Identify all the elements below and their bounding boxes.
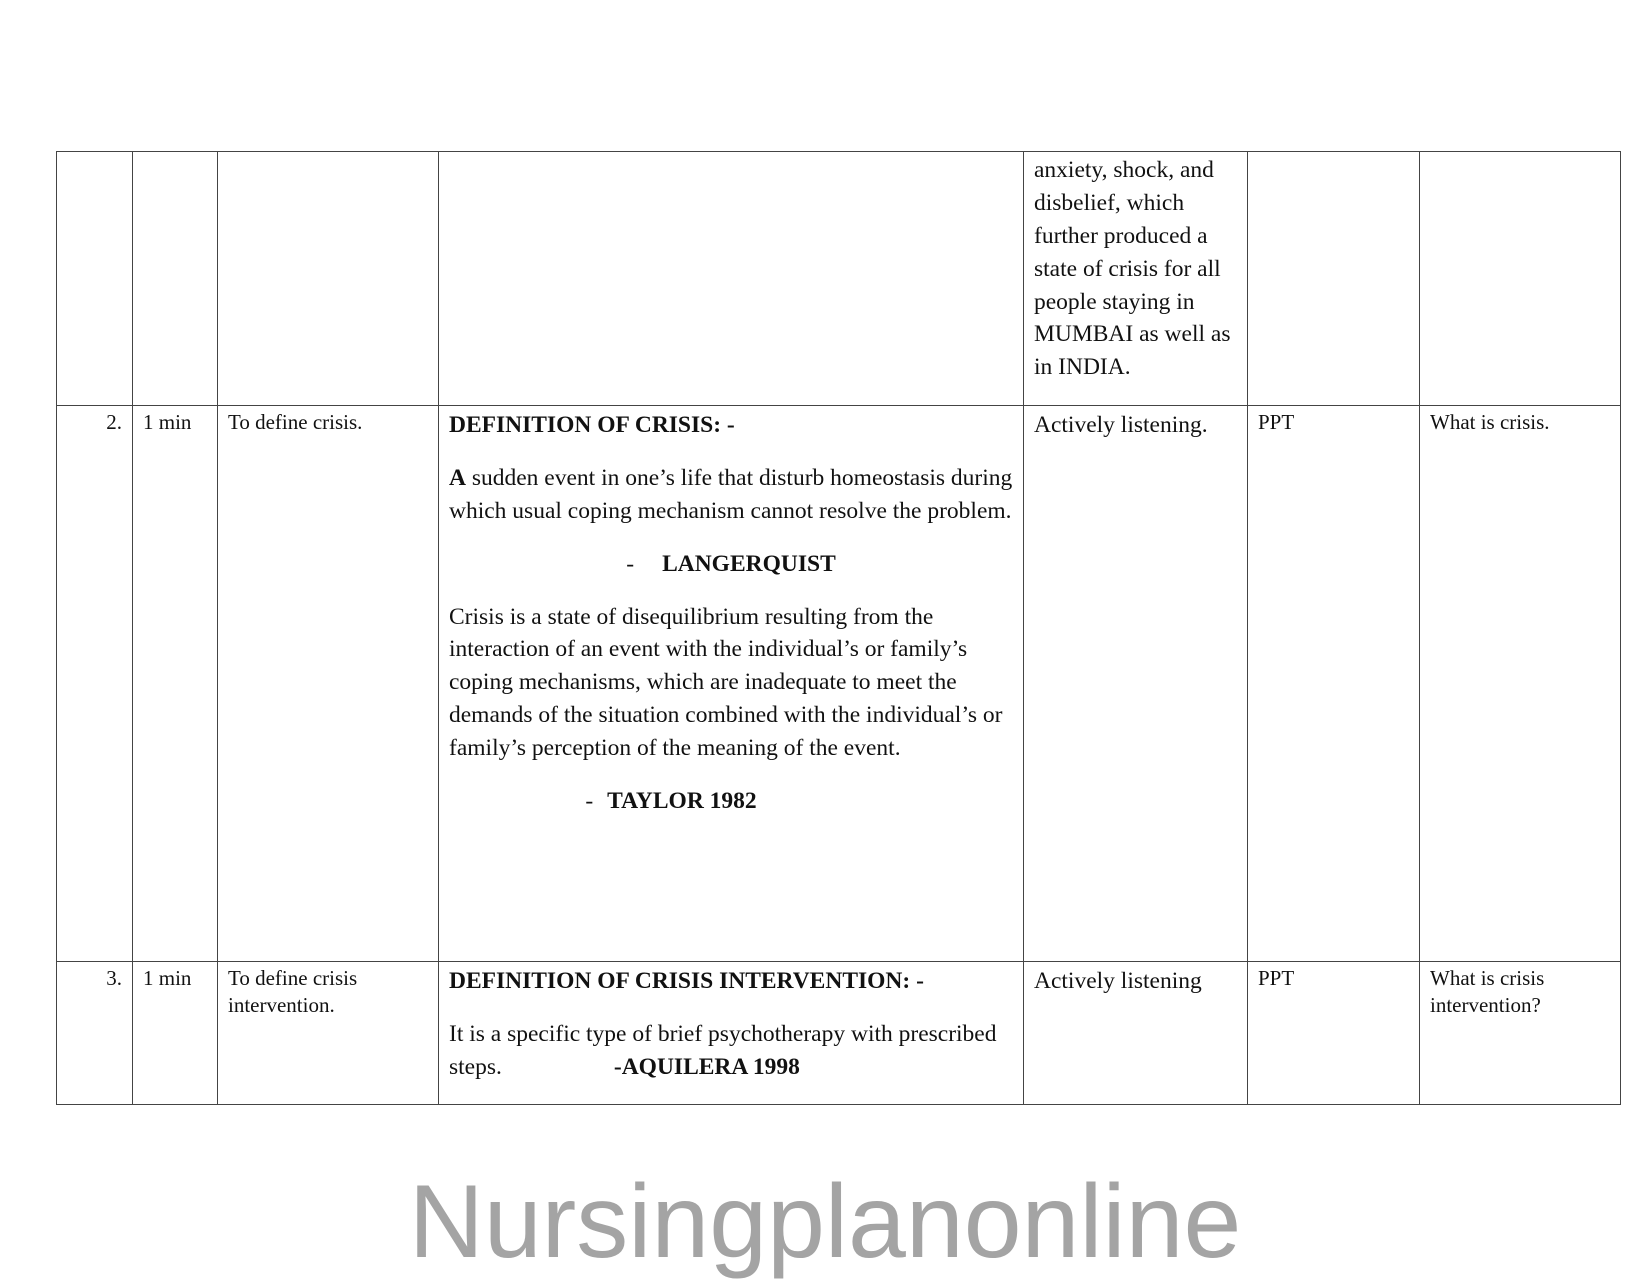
definition-lead-letter: A: [449, 464, 466, 491]
time-cell: 1 min: [133, 962, 218, 1105]
activity-cell: anxiety, shock, and disbelief, which further produced a state of crisis for all people staying in MUMBAI as well as in INDIA.: [1024, 152, 1248, 406]
section-heading: DEFINITION OF CRISIS INTERVENTION: -: [449, 968, 924, 994]
content-cell: [439, 406, 1024, 962]
evaluation-cell: [1420, 152, 1621, 406]
watermark-text: Nursingplanonline: [408, 1164, 1242, 1280]
lesson-plan-table: [56, 151, 1621, 1105]
attribution-name: TAYLOR 1982: [607, 788, 757, 815]
evaluation-cell: What is crisis.: [1420, 406, 1621, 962]
attribution-name: LANGERQUIST: [662, 550, 836, 577]
row-number-cell: 2.: [57, 406, 133, 962]
table-row: [57, 406, 1621, 962]
definition-text: It is a specific type of brief psychotherapy with prescribed steps.: [449, 1020, 997, 1080]
activity-cell: Actively listening: [1024, 962, 1248, 1105]
definition-text: sudden event in one’s life that disturb homeostasis during which usual coping mechanism cannot resolve the problem.: [449, 464, 1013, 524]
definition-paragraph: Crisis is a state of disequilibrium resulting from the interaction of an event with the individual’s or family’s coping mechanisms, which are inadequate to meet the demands of the situation combined with the individual’s or family’s perception of the meaning of the event.: [449, 603, 1003, 762]
time-cell: 1 min: [133, 406, 218, 962]
attribution-name: -AQUILERA 1998: [613, 1053, 800, 1080]
definition-paragraph: [449, 462, 1013, 528]
objective-cell: To define crisis.: [218, 406, 439, 962]
objective-cell: To define crisis intervention.: [218, 962, 439, 1105]
row-number-cell: [57, 152, 133, 406]
definition-paragraph: [449, 1018, 1013, 1084]
evaluation-cell: What is crisis intervention?: [1420, 962, 1621, 1105]
av-aids-cell: PPT: [1248, 962, 1420, 1105]
attribution: [449, 785, 1013, 818]
attribution-dash: -: [585, 788, 594, 815]
row-number-cell: 3.: [57, 962, 133, 1105]
av-aids-cell: PPT: [1248, 406, 1420, 962]
content-cell: [439, 962, 1024, 1105]
activity-cell: Actively listening.: [1024, 406, 1248, 962]
content-cell: [439, 152, 1024, 406]
av-aids-cell: [1248, 152, 1420, 406]
section-heading: DEFINITION OF CRISIS: -: [449, 412, 735, 438]
time-cell: [133, 152, 218, 406]
attribution-dash: -: [626, 550, 635, 577]
table-row: [57, 152, 1621, 406]
objective-cell: [218, 152, 439, 406]
attribution: [449, 548, 1013, 581]
table-row: [57, 962, 1621, 1105]
